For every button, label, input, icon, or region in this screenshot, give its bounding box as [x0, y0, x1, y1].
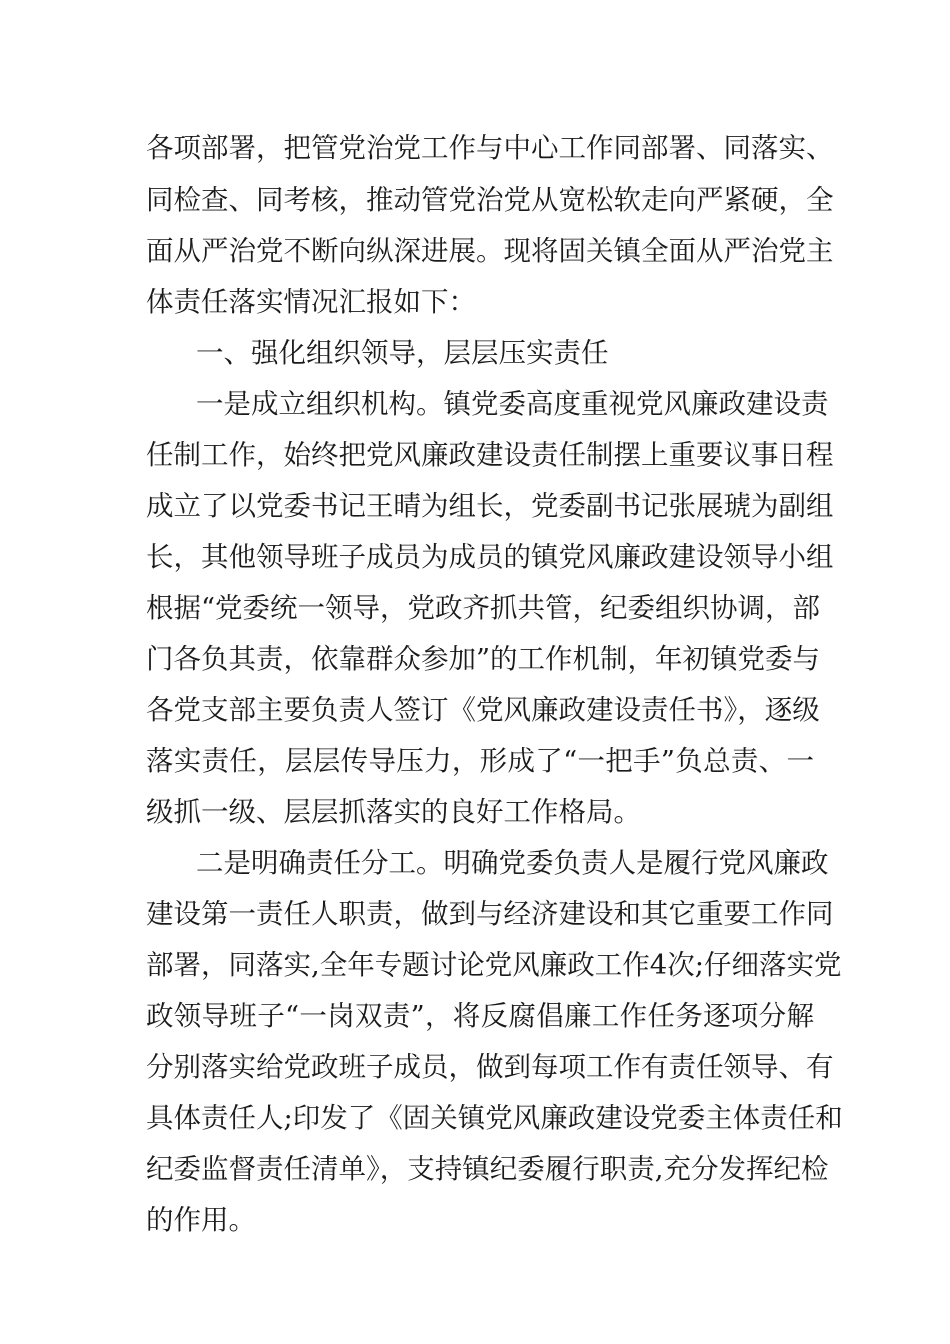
- text-line: 纪委监督责任清单》，支持镇纪委履行职责,充分发挥纪检: [146, 1153, 829, 1185]
- text-line: 建设第一责任人职责，做到与经济建设和其它重要工作同: [146, 898, 834, 930]
- text-line: 部署，同落实,全年专题讨论党风廉政工作4次;仔细落实党: [146, 949, 842, 981]
- text-line: 门各负其责，依靠群众参加”的工作机制，年初镇党委与: [146, 643, 821, 675]
- paragraph-first-line: 二是明确责任分工。明确党委负责人是履行党风廉政: [196, 847, 829, 879]
- text-line: 的作用。: [146, 1204, 256, 1236]
- text-line: 同检查、同考核，推动管党治党从宽松软走向严紧硬，全: [146, 184, 834, 216]
- text-line: 长，其他领导班子成员为成员的镇党风廉政建设领导小组: [146, 541, 834, 573]
- section-heading: 一、强化组织领导，层层压实责任: [196, 337, 609, 369]
- text-line: 体责任落实情况汇报如下：: [146, 286, 476, 318]
- text-line: 任制工作，始终把党风廉政建设责任制摆上重要议事日程: [146, 439, 834, 471]
- text-line: 各项部署，把管党治党工作与中心工作同部署、同落实、: [146, 132, 834, 164]
- text-line: 级抓一级、层层抓落实的良好工作格局。: [146, 796, 641, 828]
- text-line: 政领导班子“一岗双责”，将反腐倡廉工作任务逐项分解: [146, 1000, 814, 1032]
- text-line: 分别落实给党政班子成员，做到每项工作有责任领导、有: [146, 1051, 834, 1083]
- text-line: 成立了以党委书记王晴为组长，党委副书记张展琥为副组: [146, 490, 834, 522]
- text-line: 具体责任人;印发了《固关镇党风廉政建设党委主体责任和: [146, 1102, 843, 1134]
- text-line: 面从严治党不断向纵深进展。现将固关镇全面从严治党主: [146, 235, 834, 267]
- paragraph-first-line: 一是成立组织机构。镇党委高度重视党风廉政建设责: [196, 388, 829, 420]
- text-line: 落实责任，层层传导压力，形成了“一把手”负总责、一: [146, 745, 814, 777]
- text-line: 各党支部主要负责人签订《党风廉政建设责任书》，逐级: [146, 694, 820, 726]
- text-line: 根据“党委统一领导，党政齐抓共管，纪委组织协调，部: [146, 592, 821, 624]
